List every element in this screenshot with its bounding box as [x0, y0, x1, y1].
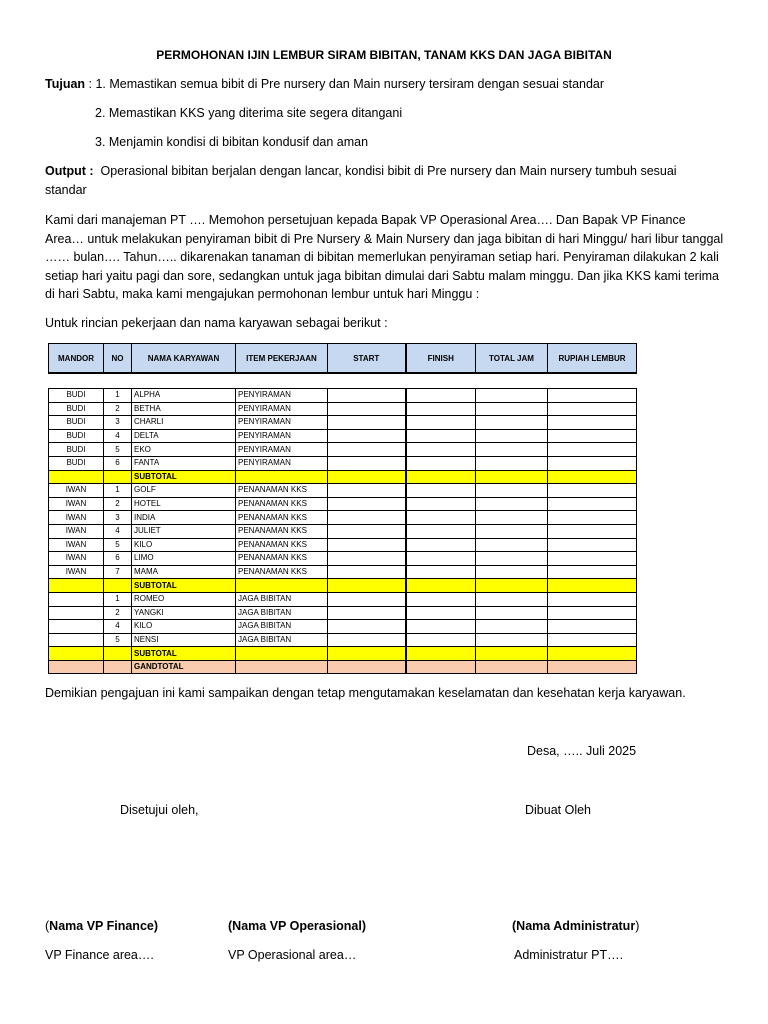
grandtotal-row [49, 660, 637, 674]
table-row [49, 620, 637, 634]
table-spacer-row [49, 373, 637, 389]
header-mandor: MANDOR [49, 344, 104, 374]
table-row [49, 443, 637, 457]
rupiah-lembur-cell [548, 565, 637, 579]
admin-name-text: Nama Administratur [516, 919, 636, 933]
rupiah-lembur-cell [548, 484, 637, 498]
nama-karyawan-cell: JULIET [132, 524, 236, 538]
mandor-cell: BUDI [49, 443, 104, 457]
mandor-cell: BUDI [49, 429, 104, 443]
no-cell: 5 [104, 633, 132, 647]
mandor-cell: IWAN [49, 552, 104, 566]
empty-cell [104, 660, 132, 674]
table-row [49, 633, 637, 647]
item-pekerjaan-cell: PENANAMAN KKS [236, 552, 328, 566]
total-jam-cell [476, 456, 548, 470]
table-row [49, 429, 637, 443]
rupiah-lembur-cell [548, 620, 637, 634]
rupiah-lembur-cell [548, 538, 637, 552]
empty-cell [328, 660, 406, 674]
finish-cell [406, 497, 476, 511]
start-cell [328, 511, 406, 525]
finish-cell [406, 565, 476, 579]
start-cell [328, 443, 406, 457]
total-jam-cell [476, 389, 548, 403]
approved-by-label: Disetujui oleh, [120, 803, 199, 817]
start-cell [328, 456, 406, 470]
empty-cell [476, 470, 548, 484]
empty-cell [548, 579, 637, 593]
tujuan-separator: : [85, 77, 96, 91]
empty-cell [548, 470, 637, 484]
subtotal-row [49, 579, 637, 593]
finish-cell [406, 511, 476, 525]
item-pekerjaan-cell: PENYIRAMAN [236, 443, 328, 457]
empty-cell [236, 660, 328, 674]
finish-cell [406, 592, 476, 606]
start-cell [328, 565, 406, 579]
empty-cell [104, 647, 132, 661]
table-row [49, 538, 637, 552]
no-cell: 2 [104, 402, 132, 416]
rupiah-lembur-cell [548, 497, 637, 511]
nama-karyawan-cell: CHARLI [132, 416, 236, 430]
rupiah-lembur-cell [548, 524, 637, 538]
start-cell [328, 633, 406, 647]
nama-karyawan-cell: KILO [132, 538, 236, 552]
rupiah-lembur-cell [548, 402, 637, 416]
no-cell: 5 [104, 538, 132, 552]
mandor-cell: BUDI [49, 456, 104, 470]
header-finish: FINISH [406, 344, 476, 374]
total-jam-cell [476, 565, 548, 579]
no-cell: 4 [104, 429, 132, 443]
subtotal-label: SUBTOTAL [132, 647, 236, 661]
empty-cell [476, 647, 548, 661]
rupiah-lembur-cell [548, 592, 637, 606]
empty-cell [476, 660, 548, 674]
table-intro: Untuk rincian pekerjaan dan nama karyawan sebagai berikut : [45, 316, 388, 330]
total-jam-cell [476, 416, 548, 430]
signature-operasional-title: VP Operasional area… [228, 948, 357, 962]
empty-cell [406, 579, 476, 593]
nama-karyawan-cell: GOLF [132, 484, 236, 498]
empty-cell [49, 579, 104, 593]
start-cell [328, 552, 406, 566]
nama-karyawan-cell: ROMEO [132, 592, 236, 606]
empty-cell [476, 579, 548, 593]
finish-cell [406, 456, 476, 470]
overtime-table [48, 343, 637, 674]
nama-karyawan-cell: HOTEL [132, 497, 236, 511]
empty-cell [49, 660, 104, 674]
item-pekerjaan-cell: PENYIRAMAN [236, 456, 328, 470]
item-pekerjaan-cell: PENANAMAN KKS [236, 538, 328, 552]
tujuan-line-1 [45, 77, 604, 91]
start-cell [328, 429, 406, 443]
rupiah-lembur-cell [548, 389, 637, 403]
output-label: Output : [45, 164, 94, 178]
no-cell: 1 [104, 389, 132, 403]
rupiah-lembur-cell [548, 606, 637, 620]
item-pekerjaan-cell: PENYIRAMAN [236, 416, 328, 430]
header-total-jam: TOTAL JAM [476, 344, 548, 374]
empty-cell [328, 470, 406, 484]
nama-karyawan-cell: MAMA [132, 565, 236, 579]
empty-cell [104, 579, 132, 593]
spacer-cell [548, 373, 637, 389]
empty-cell [49, 470, 104, 484]
finish-cell [406, 538, 476, 552]
spacer-cell [49, 373, 104, 389]
start-cell [328, 402, 406, 416]
table-row [49, 389, 637, 403]
start-cell [328, 416, 406, 430]
item-pekerjaan-cell: PENYIRAMAN [236, 389, 328, 403]
table-row [49, 606, 637, 620]
spacer-cell [104, 373, 132, 389]
mandor-cell: IWAN [49, 538, 104, 552]
table-row [49, 484, 637, 498]
total-jam-cell [476, 620, 548, 634]
header-start: START [328, 344, 406, 374]
finish-cell [406, 606, 476, 620]
mandor-cell [49, 633, 104, 647]
rupiah-lembur-cell [548, 416, 637, 430]
total-jam-cell [476, 484, 548, 498]
output-line-1 [45, 164, 677, 178]
empty-cell [406, 470, 476, 484]
table-row [49, 511, 637, 525]
nama-karyawan-cell: YANGKI [132, 606, 236, 620]
table-row [49, 592, 637, 606]
empty-cell [328, 647, 406, 661]
spacer-cell [476, 373, 548, 389]
finish-cell [406, 633, 476, 647]
start-cell [328, 484, 406, 498]
output-text-2: standar [45, 183, 87, 197]
nama-karyawan-cell: LIMO [132, 552, 236, 566]
item-pekerjaan-cell: PENANAMAN KKS [236, 565, 328, 579]
start-cell [328, 592, 406, 606]
no-cell: 2 [104, 497, 132, 511]
signature-finance-title: VP Finance area…. [45, 948, 154, 962]
total-jam-cell [476, 633, 548, 647]
mandor-cell: IWAN [49, 497, 104, 511]
nama-karyawan-cell: FANTA [132, 456, 236, 470]
nama-karyawan-cell: DELTA [132, 429, 236, 443]
total-jam-cell [476, 429, 548, 443]
item-pekerjaan-cell: PENANAMAN KKS [236, 511, 328, 525]
item-pekerjaan-cell: JAGA BIBITAN [236, 620, 328, 634]
no-cell: 1 [104, 592, 132, 606]
item-pekerjaan-cell: JAGA BIBITAN [236, 606, 328, 620]
made-by-label: Dibuat Oleh [525, 803, 592, 817]
nama-karyawan-cell: NENSI [132, 633, 236, 647]
mandor-cell: BUDI [49, 402, 104, 416]
tujuan-item-3: 3. Menjamin kondisi di bibitan kondusif dan aman [95, 135, 369, 149]
empty-cell [548, 647, 637, 661]
start-cell [328, 497, 406, 511]
place-date: Desa, ….. Juli 2025 [527, 744, 637, 758]
finish-cell [406, 524, 476, 538]
no-cell: 3 [104, 416, 132, 430]
document-title: PERMOHONAN IJIN LEMBUR SIRAM BIBITAN, TANAM KKS DAN JAGA BIBITAN [156, 48, 612, 62]
item-pekerjaan-cell: PENYIRAMAN [236, 402, 328, 416]
tujuan-label: Tujuan [45, 77, 86, 91]
empty-cell [406, 647, 476, 661]
item-pekerjaan-cell: JAGA BIBITAN [236, 633, 328, 647]
table-row [49, 524, 637, 538]
start-cell [328, 524, 406, 538]
empty-cell [328, 579, 406, 593]
empty-cell [406, 660, 476, 674]
item-pekerjaan-cell: PENYIRAMAN [236, 429, 328, 443]
operasional-name-text: Nama VP Operasional [232, 919, 362, 933]
total-jam-cell [476, 538, 548, 552]
mandor-cell [49, 592, 104, 606]
start-cell [328, 538, 406, 552]
subtotal-label: SUBTOTAL [132, 470, 236, 484]
grandtotal-label: GANDTOTAL [132, 660, 236, 674]
empty-cell [236, 470, 328, 484]
total-jam-cell [476, 552, 548, 566]
item-pekerjaan-cell: JAGA BIBITAN [236, 592, 328, 606]
empty-cell [104, 470, 132, 484]
tujuan-item-1: 1. Memastikan semua bibit di Pre nursery dan Main nursery tersiram dengan sesuai standar [95, 77, 605, 91]
subtotal-row [49, 647, 637, 661]
no-cell: 6 [104, 552, 132, 566]
total-jam-cell [476, 443, 548, 457]
mandor-cell: IWAN [49, 484, 104, 498]
rupiah-lembur-cell [548, 511, 637, 525]
rupiah-lembur-cell [548, 633, 637, 647]
table-header-row [49, 344, 637, 374]
total-jam-cell [476, 511, 548, 525]
spacer-cell [132, 373, 236, 389]
finance-name-text: Nama VP Finance [49, 919, 154, 933]
mandor-cell: IWAN [49, 565, 104, 579]
item-pekerjaan-cell: PENANAMAN KKS [236, 497, 328, 511]
no-cell: 1 [104, 484, 132, 498]
spacer-cell [406, 373, 476, 389]
total-jam-cell [476, 606, 548, 620]
start-cell [328, 606, 406, 620]
finish-cell [406, 402, 476, 416]
closing-statement: Demikian pengajuan ini kami sampaikan dengan tetap mengutamakan keselamatan dan kesehatan kerja karyawan. [45, 686, 686, 700]
finish-cell [406, 389, 476, 403]
table-row [49, 552, 637, 566]
spacer-cell [328, 373, 406, 389]
table-row [49, 402, 637, 416]
subtotal-row [49, 470, 637, 484]
table-row [49, 565, 637, 579]
finish-cell [406, 620, 476, 634]
empty-cell [236, 579, 328, 593]
total-jam-cell [476, 402, 548, 416]
no-cell: 4 [104, 524, 132, 538]
signature-operasional-name: (Nama VP Operasional) [228, 919, 367, 933]
signature-admin-name: (Nama Administratur) [512, 919, 640, 933]
rupiah-lembur-cell [548, 429, 637, 443]
rupiah-lembur-cell [548, 443, 637, 457]
signature-admin-title: Administratur PT…. [514, 948, 624, 962]
total-jam-cell [476, 497, 548, 511]
signature-finance-name: (Nama VP Finance) [45, 919, 159, 933]
header-no: NO [104, 344, 132, 374]
table-row [49, 456, 637, 470]
nama-karyawan-cell: EKO [132, 443, 236, 457]
finish-cell [406, 443, 476, 457]
nama-karyawan-cell: BETHA [132, 402, 236, 416]
mandor-cell [49, 606, 104, 620]
tujuan-item-2: 2. Memastikan KKS yang diterima site segera ditangani [95, 106, 403, 120]
mandor-cell [49, 620, 104, 634]
no-cell: 2 [104, 606, 132, 620]
header-rupiah-lembur: RUPIAH LEMBUR [548, 344, 637, 374]
nama-karyawan-cell: INDIA [132, 511, 236, 525]
finish-cell [406, 552, 476, 566]
finish-cell [406, 484, 476, 498]
output-text-1: Operasional bibitan berjalan dengan lancar, kondisi bibit di Pre nursery dan Main nursery tumbuh sesuai [100, 164, 677, 178]
table-row [49, 497, 637, 511]
empty-cell [49, 647, 104, 661]
total-jam-cell [476, 592, 548, 606]
rupiah-lembur-cell [548, 456, 637, 470]
no-cell: 7 [104, 565, 132, 579]
start-cell [328, 389, 406, 403]
nama-karyawan-cell: KILO [132, 620, 236, 634]
body-paragraph: Kami dari manajeman PT …. Memohon persetujuan kepada Bapak VP Operasional Area…. Dan Bapak VP Finance Area… untuk melakukan penyiraman bibit di Pre Nursery & Main Nursery dan jaga bibitan di hari Minggu/ hari libur tanggal …… bulan…. Tahun….. dikarenakan tanaman di bibitan memerlukan penyiraman setiap hari. Penyiraman dilakukan 2 kali setiap hari yaitu pagi dan sore, sedangkan untuk jaga bibitan dimulai dari Sabtu malam minggu. Dan jika KKS kami terima di hari Sabtu, maka kami mengajukan permohonan lembur untuk hari Minggu : [45, 213, 724, 301]
empty-cell [236, 647, 328, 661]
finish-cell [406, 416, 476, 430]
header-nama-karyawan: NAMA KARYAWAN [132, 344, 236, 374]
total-jam-cell [476, 524, 548, 538]
mandor-cell: IWAN [49, 524, 104, 538]
item-pekerjaan-cell: PENANAMAN KKS [236, 484, 328, 498]
spacer-cell [236, 373, 328, 389]
mandor-cell: BUDI [49, 416, 104, 430]
subtotal-label: SUBTOTAL [132, 579, 236, 593]
table-body [49, 373, 637, 674]
no-cell: 3 [104, 511, 132, 525]
no-cell: 6 [104, 456, 132, 470]
mandor-cell: BUDI [49, 389, 104, 403]
mandor-cell: IWAN [49, 511, 104, 525]
rupiah-lembur-cell [548, 552, 637, 566]
header-item-pekerjaan: ITEM PEKERJAAN [236, 344, 328, 374]
empty-cell [548, 660, 637, 674]
start-cell [328, 620, 406, 634]
item-pekerjaan-cell: PENANAMAN KKS [236, 524, 328, 538]
nama-karyawan-cell: ALPHA [132, 389, 236, 403]
table-row [49, 416, 637, 430]
finish-cell [406, 429, 476, 443]
no-cell: 5 [104, 443, 132, 457]
no-cell: 4 [104, 620, 132, 634]
